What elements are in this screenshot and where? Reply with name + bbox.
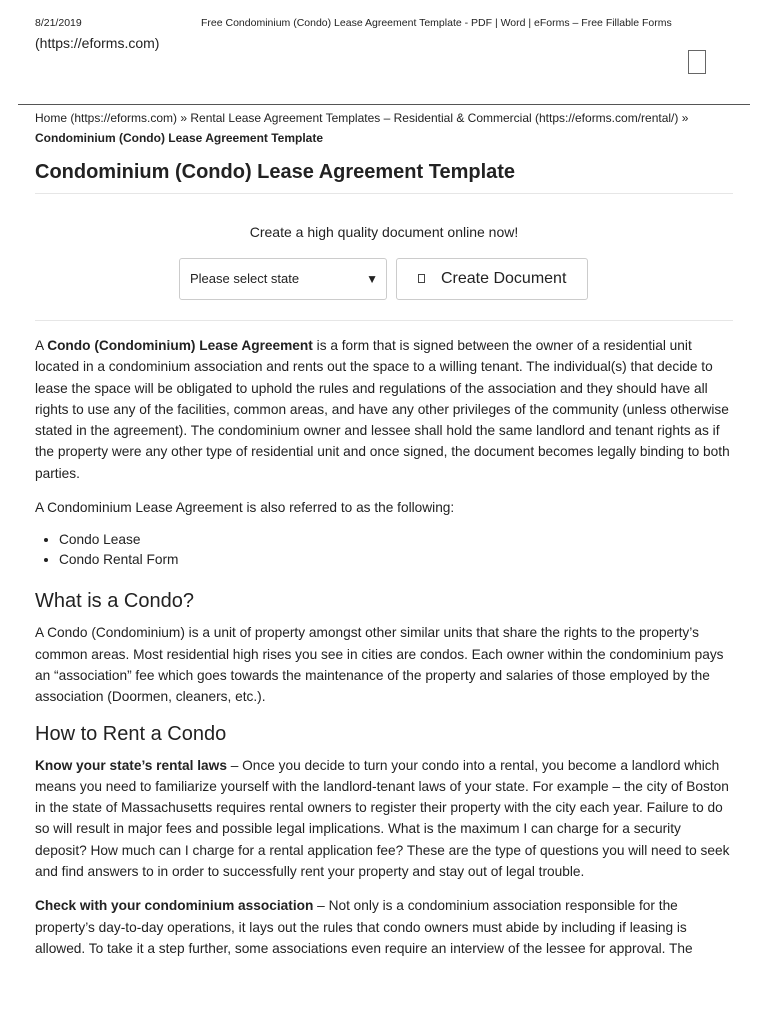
state-select[interactable]: [179, 258, 387, 300]
print-header: [35, 17, 733, 31]
create-document-label: Create Document: [441, 270, 567, 287]
what-is-heading: What is a Condo?: [35, 590, 194, 613]
how-to-heading: How to Rent a Condo: [35, 722, 227, 745]
create-document-button[interactable]: [396, 258, 588, 300]
promo-text: Create a high quality document online now!: [249, 224, 519, 240]
header-divider: [18, 104, 750, 105]
association-paragraph: Check with your condominium association – Not only is a condominium association responsible for the property’s day-to-day operations, it lays out the rules that condo owners must abide by including if leasing is allowed. To take it a step further, some associations even require an interview of the lessee for approval. The: [35, 898, 693, 956]
list-item: • Condo Lease: [59, 530, 735, 550]
list-item: • Condo Rental Form: [59, 550, 735, 570]
site-home-link[interactable]: (https://eforms.com): [35, 35, 160, 51]
intro-bold-term: Condo (Condominium) Lease Agreement: [47, 338, 313, 353]
breadcrumb-separator: »: [678, 111, 689, 125]
rental-laws-paragraph: Know your state’s rental laws – Once you decide to turn your condo into a rental, you become a landlord which means you need to familiarize yourself with the landlord-tenant laws of your state. For example – the city of Boston in the state of Massachusetts requires rental owners to register their property with the city each year. Failure to do so will result in major fees and possible legal implications. What is the maximum I can charge for a security deposit? How much can I charge for a rental application fee? These are the type of questions you will need to seek and find answers to in order to successfully rent your property and stay out of legal trouble.: [35, 757, 730, 880]
article-content: [35, 335, 735, 972]
print-page-title: Free Condominium (Condo) Lease Agreement Template - PDF | Word | eForms – Free Fillable Forms: [201, 17, 672, 29]
menu-icon[interactable]: [688, 50, 706, 74]
page-title: Condominium (Condo) Lease Agreement Template: [35, 161, 516, 183]
breadcrumb-home-link[interactable]: Home (https://eforms.com): [35, 111, 178, 125]
print-date: 8/21/2019: [35, 17, 82, 29]
state-select-value: Please select state: [190, 271, 300, 286]
breadcrumb: [35, 108, 735, 148]
aka-list: [35, 530, 735, 569]
what-is-paragraph: A Condo (Condominium) is a unit of property amongst other similar units that share the rights to the property’s common areas. Most residential high rises you see in cities are condos. Each owner within the condominium pays an “association” fee which goes towards the maintenance of the property and salaries of those employed by the association (Doormen, cleaners, etc.).: [35, 625, 724, 705]
chevron-down-icon: ▼: [366, 272, 378, 286]
document-icon: [418, 274, 425, 283]
breadcrumb-current: Condominium (Condo) Lease Agreement Template: [35, 131, 324, 145]
breadcrumb-rental-link[interactable]: Rental Lease Agreement Templates – Residential & Commercial (https://eforms.com/rental/): [190, 111, 679, 125]
breadcrumb-separator: »: [177, 111, 191, 125]
title-divider: [35, 193, 733, 194]
intro-paragraph: A Condo (Condominium) Lease Agreement is a form that is signed between the owner of a residential unit located in a condominium association and rents out the space to a willing tenant. The individual(s) that decide to lease the space will be obligated to uphold the rules and regulations of the association and they should have all rights to use any of the facilities, common areas, and have any other privileges of the community (unless otherwise stated in the agreement). The condominium owner and lessee shall hold the same landlord and tenant rights as if the property were any other type of residential unit and once signed, the document becomes legally binding to both parties.: [35, 338, 730, 481]
section-divider: [35, 320, 733, 321]
aka-paragraph: A Condominium Lease Agreement is also referred to as the following:: [35, 500, 455, 516]
